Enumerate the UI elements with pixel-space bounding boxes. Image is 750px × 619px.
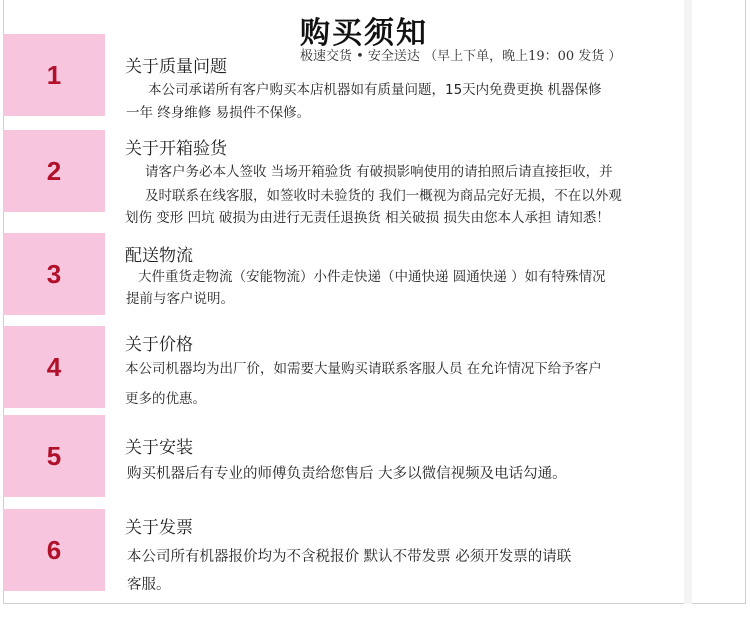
section-heading-4: 关于价格 <box>125 335 193 355</box>
section-1-line-1: 本公司承诺所有客户购买本店机器如有质量问题，15天内免费更换 机器保修 <box>148 82 602 98</box>
section-2-line-3: 划伤 变形 凹坑 破损为由进行无责任退换货 相关破损 损失由您本人承担 请知悉！ <box>125 210 610 226</box>
section-heading-5: 关于安装 <box>125 438 193 458</box>
section-number-1: 1 <box>3 34 105 116</box>
section-4-line-2: 更多的优惠。 <box>125 391 206 407</box>
section-number-6: 6 <box>3 509 105 591</box>
section-3-line-2: 提前与客户说明。 <box>126 291 234 307</box>
section-6-line-2: 客服。 <box>127 577 171 593</box>
section-number-4: 4 <box>3 326 105 408</box>
section-heading-3: 配送物流 <box>125 246 193 266</box>
section-number-2: 2 <box>3 130 105 212</box>
section-4-line-1: 本公司机器均为出厂价，如需要大量购买请联系客服人员 在允许情况下给予客户 <box>125 361 602 377</box>
page-title: 购买须知 <box>300 16 428 51</box>
section-2-line-2: 及时联系在线客服，如签收时未验货的 我们一概视为商品完好无损，不在以外观 <box>145 188 622 204</box>
section-2-line-1: 请客户务必本人签收 当场开箱验货 有破损影响使用的请拍照后请直接拒收，并 <box>145 164 613 180</box>
section-heading-6: 关于发票 <box>125 518 193 538</box>
section-3-line-1: 大件重货走物流（安能物流）小件走快递（中通快递 圆通快递 ）如有特殊情况 <box>138 269 606 285</box>
section-heading-2: 关于开箱验货 <box>125 139 227 159</box>
section-5-line-1: 购买机器后有专业的师傅负责给您售后 大多以微信视频及电话勾通。 <box>127 466 567 482</box>
page-subtitle: 极速交货 • 安全送达 （早上下单，晚上19：00 发货 ） <box>300 49 622 64</box>
section-6-line-1: 本公司所有机器报价均为不含税报价 默认不带发票 必须开发票的请联 <box>127 549 572 565</box>
right-shade <box>684 0 692 604</box>
section-1-line-2: 一年 终身维修 易损件不保修。 <box>126 105 311 121</box>
section-number-5: 5 <box>3 415 105 497</box>
section-heading-1: 关于质量问题 <box>125 57 227 77</box>
section-number-3: 3 <box>3 233 105 315</box>
